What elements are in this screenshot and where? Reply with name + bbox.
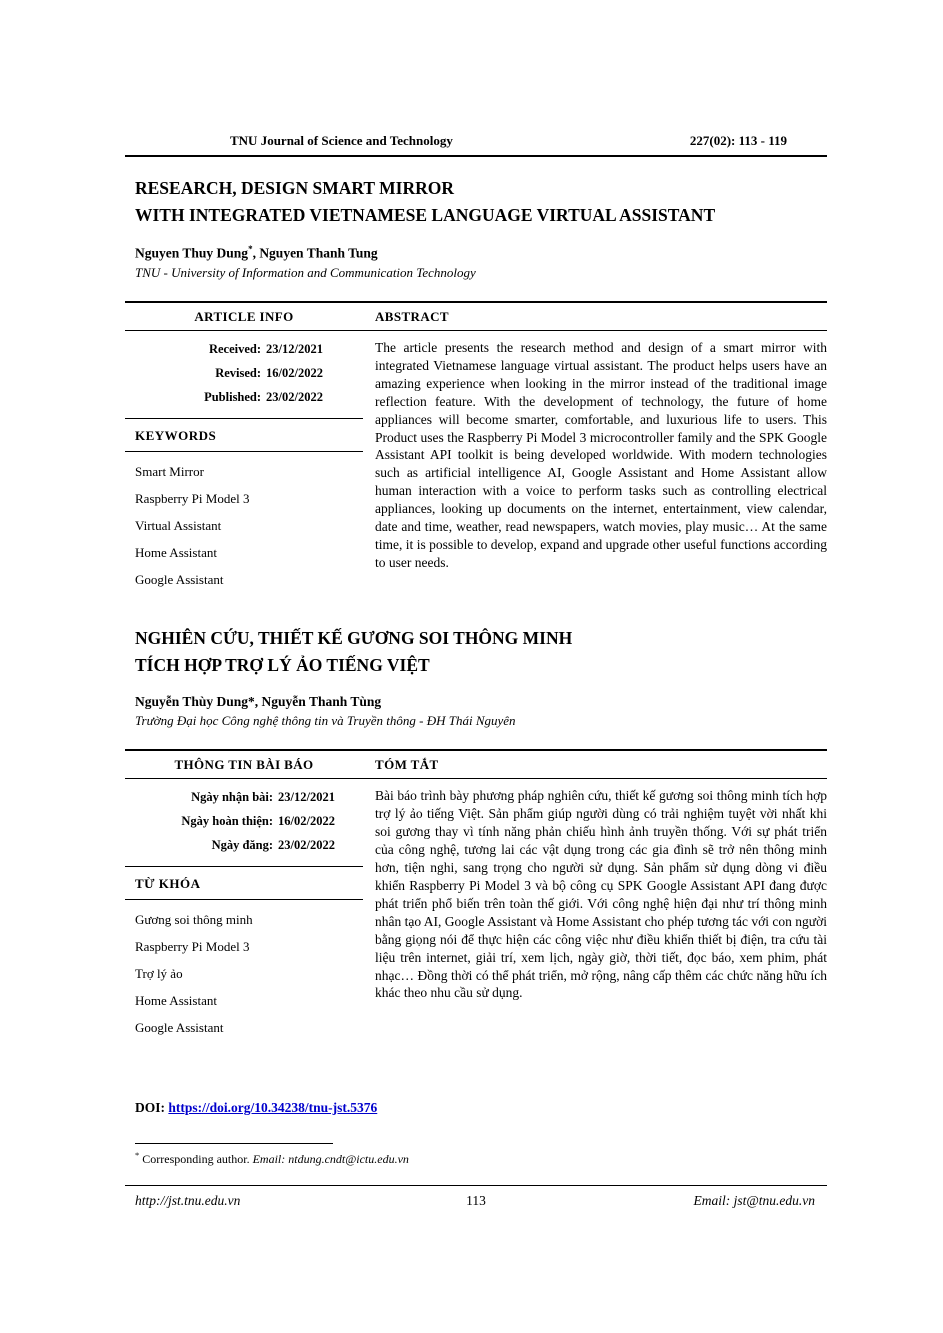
date-row-published-vi xyxy=(125,838,335,853)
footer-page-number: 113 xyxy=(466,1193,486,1208)
doi-link[interactable]: https://doi.org/10.34238/tnu-jst.5376 xyxy=(168,1100,378,1115)
date-label: Received: xyxy=(208,341,262,356)
doi-label: DOI: xyxy=(135,1100,165,1115)
date-row-received-vi xyxy=(125,790,335,805)
header-rule xyxy=(125,155,827,157)
journal-page xyxy=(125,0,827,1047)
paper-title-en xyxy=(135,175,827,229)
journal-title: TNU Journal of Science and Technology xyxy=(230,133,453,148)
affiliation-vi: Trường Đại học Công nghệ thông tin và Truyền thông - ĐH Thái Nguyên xyxy=(135,713,516,728)
footnote-email: Email: ntdung.cndt@ictu.edu.vn xyxy=(252,1152,409,1166)
footnote-text-row xyxy=(125,1150,827,1167)
keywords-list-vi xyxy=(125,900,363,1036)
abstract-text-vi: Bài báo trình bày phương pháp nghiên cứu, thiết kế gương soi thông minh tích hợp trợ lý ảo tiếng Việt. Sản phẩm giúp người dùng có trải nghiệm tuyệt vời nhất khi soi gương thay vì tính năng phản chiếu hình ảnh truyền thống. Với sự phát triển của công nghệ, tương lai các vật dụng trong các gia đình sẽ trở nên thông minh hơn, tiện nghi, sang trọng cho người sử dụng. Sản phẩm sử dụng dòng vi điều khiển Raspberry Pi Model 3 và bộ công cụ SPK Google Assistant API đang được phát triển phổ biến trên toàn thế giới. Với công nghệ hiện đại như trí thông minh nhân tạo AI, Google Assistant và Home Assistant cho phép tương tác với con người bằng giọng nói để thực hiện các công việc như điều khiển thiết bị điện, tra cứu tài liệu trên internet, giải trí, xem lịch, ngày giờ, thời tiết, đọc báo, xem phim, phát nhạc… Đồng thời có thể phát triển, mở rộng, nâng cấp thêm các chức năng hữu ích khác theo nhu cầu sử dụng. xyxy=(375,788,827,1001)
footer-row xyxy=(125,1193,827,1209)
info-left-column-en xyxy=(125,331,363,599)
keywords-heading-en: KEYWORDS xyxy=(125,419,363,452)
date-row-revised-vi xyxy=(125,814,335,829)
keyword-item: Raspberry Pi Model 3 xyxy=(135,490,250,506)
date-value: 23/02/2022 xyxy=(278,838,335,852)
date-label: Ngày nhận bài: xyxy=(191,790,274,804)
keyword-item: Home Assistant xyxy=(135,993,217,1008)
footnote-rule xyxy=(135,1143,333,1144)
article-info-heading-en: ARTICLE INFO xyxy=(194,308,294,324)
keyword-item: Virtual Assistant xyxy=(135,517,222,533)
corresponding-author-marker-en: * xyxy=(248,244,253,255)
keyword-item: Trợ lý ảo xyxy=(135,966,183,981)
keyword-item: Google Assistant xyxy=(135,571,224,587)
title-line-1-en: RESEARCH, DESIGN SMART MIRROR xyxy=(135,178,454,198)
title-line-2-en: WITH INTEGRATED VIETNAMESE LANGUAGE VIRTUAL ASSISTANT xyxy=(135,205,716,226)
date-value: 16/02/2022 xyxy=(278,814,335,828)
date-row-published xyxy=(125,390,323,405)
date-row-received xyxy=(125,342,323,357)
info-body-en xyxy=(125,331,827,599)
article-info-table-vi xyxy=(125,749,827,1047)
author-name-en: Nguyen Thuy Dung xyxy=(135,245,249,261)
keyword-item: Smart Mirror xyxy=(135,463,204,479)
keyword-item: Google Assistant xyxy=(135,1020,224,1035)
info-head-row-vi xyxy=(125,751,827,779)
paper-title-vi xyxy=(135,625,827,679)
date-value: 16/02/2022 xyxy=(266,365,323,380)
issue-info: 227(02): 113 - 119 xyxy=(689,133,787,148)
article-info-table-en xyxy=(125,301,827,599)
date-label: Ngày đăng: xyxy=(211,838,274,852)
date-value: 23/12/2021 xyxy=(278,790,335,804)
footnote-marker: * xyxy=(135,1150,140,1160)
keyword-item: Raspberry Pi Model 3 xyxy=(135,939,250,954)
keyword-item: Gương soi thông minh xyxy=(135,912,253,927)
info-head-row-en xyxy=(125,303,827,331)
doi-block xyxy=(125,1100,827,1116)
page-footer xyxy=(125,1185,827,1209)
authors-en xyxy=(135,244,827,262)
running-head xyxy=(125,133,827,155)
info-body-vi xyxy=(125,779,827,1047)
title-line-2-vi: TÍCH HỢP TRỢ LÝ ẢO TIẾNG VIỆT xyxy=(135,654,430,675)
abstract-heading-en: ABSTRACT xyxy=(375,308,449,324)
dates-block-vi xyxy=(125,779,363,867)
date-label: Published: xyxy=(204,389,262,404)
footnote-block xyxy=(125,1143,827,1167)
date-label: Revised: xyxy=(215,365,262,380)
date-row-revised xyxy=(125,366,323,381)
abstract-text-en: The article presents the research method and design of a smart mirror with integrated Vietnamese language virtual assistant. The product helps users have an amazing experience when looking in the mirror instead of the traditional image reflection feature. With the development of technology, the future of home appliances will become smarter, comfortable, and luxurious life to users. This Product uses the Raspberry Pi Model 3 microcontroller family and the SPK Google Assistant API toolkit is being developed worldwide. With modern technologies such as artificial intelligence AI, Google Assistant and Home Assistant allow human interaction with a voice to perform tasks such as controlling electrical appliances, looking up documents on the internet, entertainment, view calendar, date and time, weather, read newspapers, watch movies, play music… At the same time, it is possible to develop, expand and upgrade other useful functions according to user needs. xyxy=(375,339,827,571)
footnote-text: Corresponding author. xyxy=(142,1152,250,1166)
footer-email: Email: jst@tnu.edu.vn xyxy=(693,1193,815,1208)
info-left-column-vi xyxy=(125,779,363,1047)
authors-vi: Nguyễn Thùy Dung*, Nguyễn Thanh Tùng xyxy=(135,694,382,709)
footer-website: http://jst.tnu.edu.vn xyxy=(135,1193,241,1208)
affiliation-en: TNU - University of Information and Communication Technology xyxy=(135,264,476,280)
date-value: 23/02/2022 xyxy=(266,389,323,404)
title-line-1-vi: NGHIÊN CỨU, THIẾT KẾ GƯƠNG SOI THÔNG MINH xyxy=(135,627,573,648)
dates-block-en xyxy=(125,331,363,419)
date-value: 23/12/2021 xyxy=(266,341,323,356)
keywords-heading-vi: TỪ KHÓA xyxy=(125,867,363,900)
abstract-heading-vi: TÓM TẮT xyxy=(375,757,439,772)
article-info-heading-vi: THÔNG TIN BÀI BÁO xyxy=(174,757,314,772)
keywords-list-en xyxy=(125,452,363,588)
author-rest-en: , Nguyen Thanh Tung xyxy=(252,245,378,261)
date-label: Ngày hoàn thiện: xyxy=(181,814,274,828)
keyword-item: Home Assistant xyxy=(135,544,217,560)
